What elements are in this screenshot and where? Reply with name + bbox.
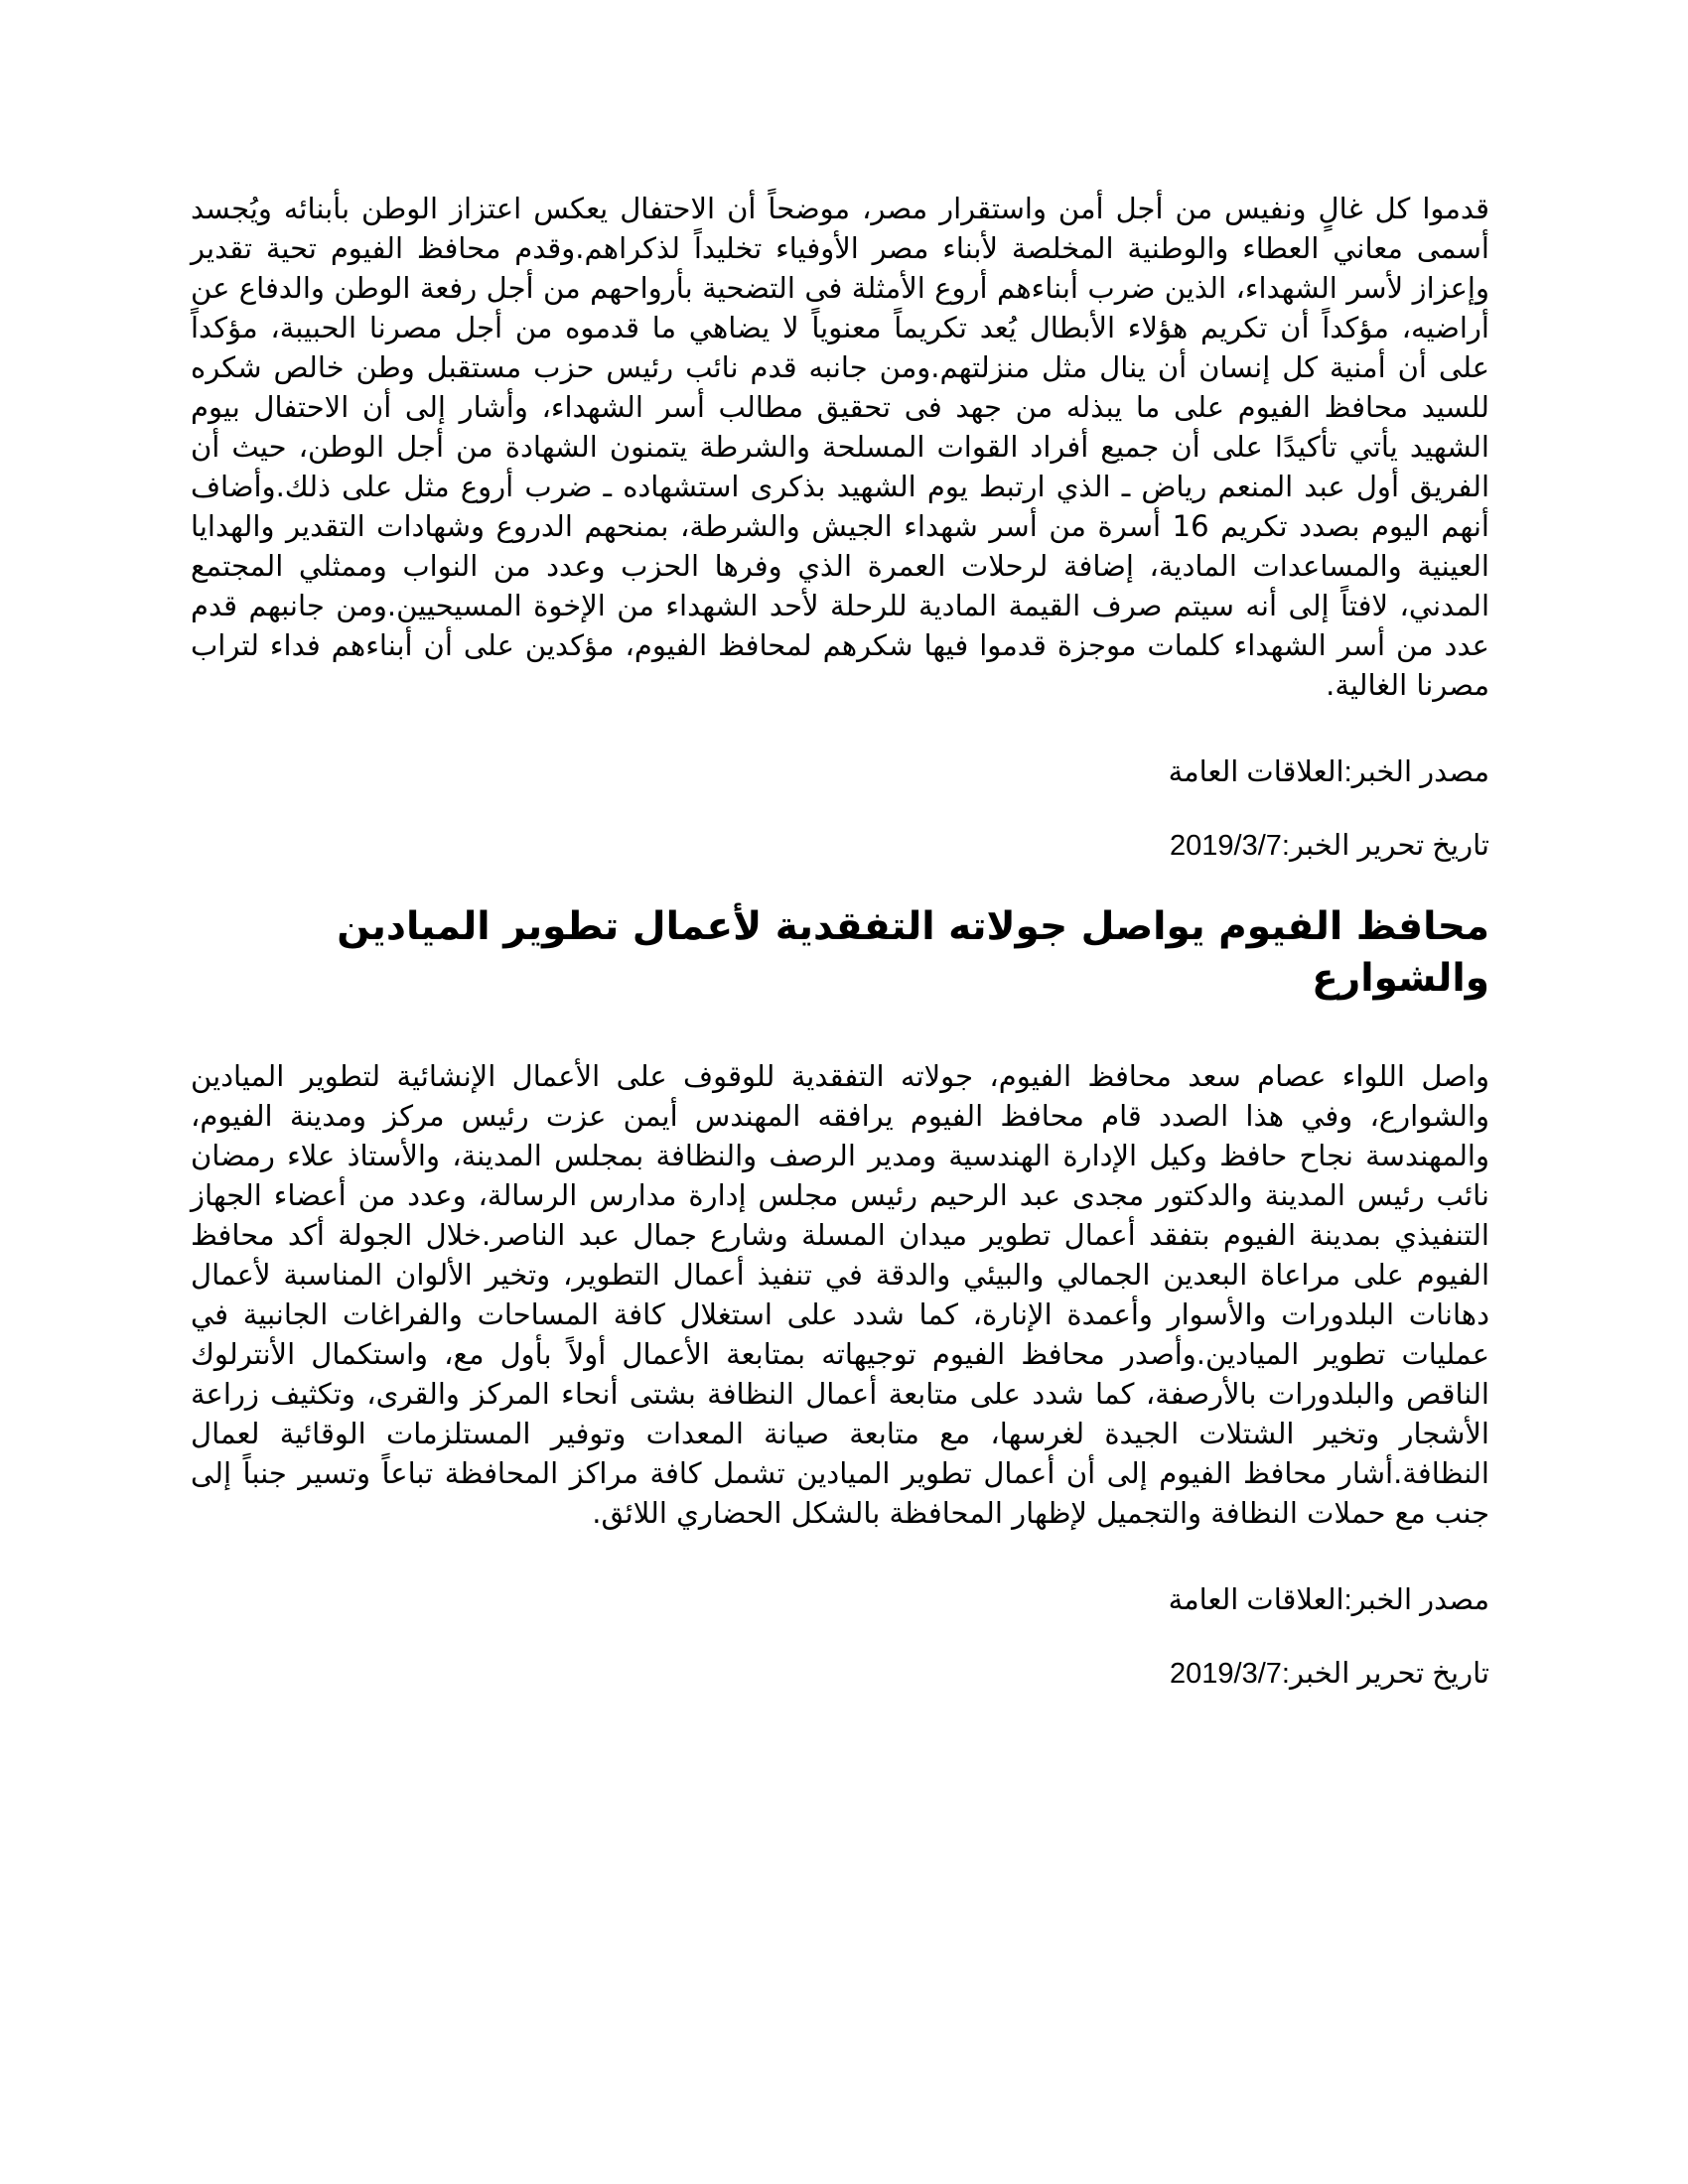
article-2-body: واصل اللواء عصام سعد محافظ الفيوم، جولاته التفقدية للوقوف على الأعمال الإنشائية لتطوير الميادين والشوارع، وفي هذا الصدد قام محافظ الفيوم يرافقه المهندس أيمن عزت رئيس مركز ومدينة الفيوم، والمهندسة نجاح حافظ وكيل الإدارة الهندسية ومدير الرصف والنظافة بمجلس المدينة، والأستاذ علاء رمضان نائب رئيس المدينة والدكتور مجدى عبد الرحيم رئيس مجلس إدارة مدارس الرسالة، وعدد من أعضاء الجهاز التنفيذي بمدينة الفيوم بتفقد أعمال تطوير ميدان المسلة وشارع جمال عبد الناصر.خلال الجولة أكد محافظ الفيوم على مراعاة البعدين الجمالي والبيئي والدقة في تنفيذ أعمال التطوير، وتخير الألوان المناسبة لأعمال دهانات البلدورات والأسوار وأعمدة الإنارة، كما شدد على استغلال كافة المساحات والفراغات الجانبية في عمليات تطوير الميادين.وأصدر محافظ الفيوم توجيهاته بمتابعة الأعمال أولاً بأول مع، واستكمال الأنترلوك الناقص والبلدورات بالأرصفة، كما شدد على متابعة أعمال النظافة بشتى أنحاء المركز والقرى، وتكثيف زراعة الأشجار وتخير الشتلات الجيدة لغرسها، مع متابعة صيانة المعدات وتوفير المستلزمات الوقائية لعمال النظافة.أشار محافظ الفيوم إلى أن أعمال تطوير الميادين تشمل كافة مراكز المحافظة تباعاً وتسير جنباً إلى جنب مع حملات النظافة والتجميل لإظهار المحافظة بالشكل الحضاري اللائق. xyxy=(191,1059,1489,1530)
spacer xyxy=(191,1005,1489,1056)
article-1-body: قدموا كل غالٍ ونفيس من أجل أمن واستقرار مصر، موضحاً أن الاحتفال يعكس اعتزاز الوطن بأبنائه ويُجسد أسمى معاني العطاء والوطنية المخلصة لأبناء مصر الأوفياء تخليداً لذكراهم.وقدم محافظ الفيوم تحية تقدير وإعزاز لأسر الشهداء، الذين ضرب أبناءهم أروع الأمثلة فى التضحية بأرواحهم من أجل رفعة الوطن والدفاع عن أراضيه، مؤكداً أن تكريم هؤلاء الأبطال يُعد تكريماً معنوياً لا يضاهي ما قدموه من أجل مصرنا الحبيبة، مؤكداً على أن أمنية كل إنسان أن ينال مثل منزلتهم.ومن جانبه قدم نائب رئيس حزب مستقبل وطن خالص شكره للسيد محافظ الفيوم على ما يبذله من جهد فى تحقيق مطالب أسر الشهداء، وأشار إلى أن الاحتفال بيوم الشهيد يأتي تأكيدًا على أن جميع أفراد القوات المسلحة والشرطة يتمنون الشهادة من أجل الوطن، حيث أن الفريق أول عبد المنعم رياض ـ الذي ارتبط يوم الشهيد بذكرى استشهاده ـ ضرب أروع مثل على ذلك.وأضاف أنهم اليوم بصدد تكريم 16 أسرة من أسر شهداء الجيش والشرطة، بمنحهم الدروع وشهادات التقدير والهدايا العينية والمساعدات المادية، إضافة لرحلات العمرة الذي وفرها الحزب وعدد من النواب وممثلي المجتمع المدني، لافتاً إلى أنه سيتم صرف القيمة المادية للرحلة لأحد الشهداء من الإخوة المسيحيين.ومن جانبهم قدم عدد من أسر الشهداء كلمات موجزة قدموا فيها شكرهم لمحافظ الفيوم، مؤكدين على أن أبناءهم فداء لتراب مصرنا الغالية. xyxy=(191,192,1489,702)
article-2-headline: محافظ الفيوم يواصل جولاته التفقدية لأعمال تطوير الميادين والشوارع xyxy=(337,904,1489,1001)
spacer xyxy=(191,705,1489,752)
article-2-source: مصدر الخبر:العلاقات العامة xyxy=(1168,1584,1489,1616)
article-2-date: تاريخ تحرير الخبر:2019/3/7 xyxy=(1170,1658,1489,1690)
spacer xyxy=(191,1620,1489,1654)
document-page xyxy=(191,189,1489,1694)
spacer xyxy=(191,866,1489,901)
article-1-date: تاريخ تحرير الخبر:2019/3/7 xyxy=(1170,830,1489,862)
spacer xyxy=(191,1533,1489,1580)
article-1-source: مصدر الخبر:العلاقات العامة xyxy=(1168,756,1489,788)
spacer xyxy=(191,792,1489,826)
